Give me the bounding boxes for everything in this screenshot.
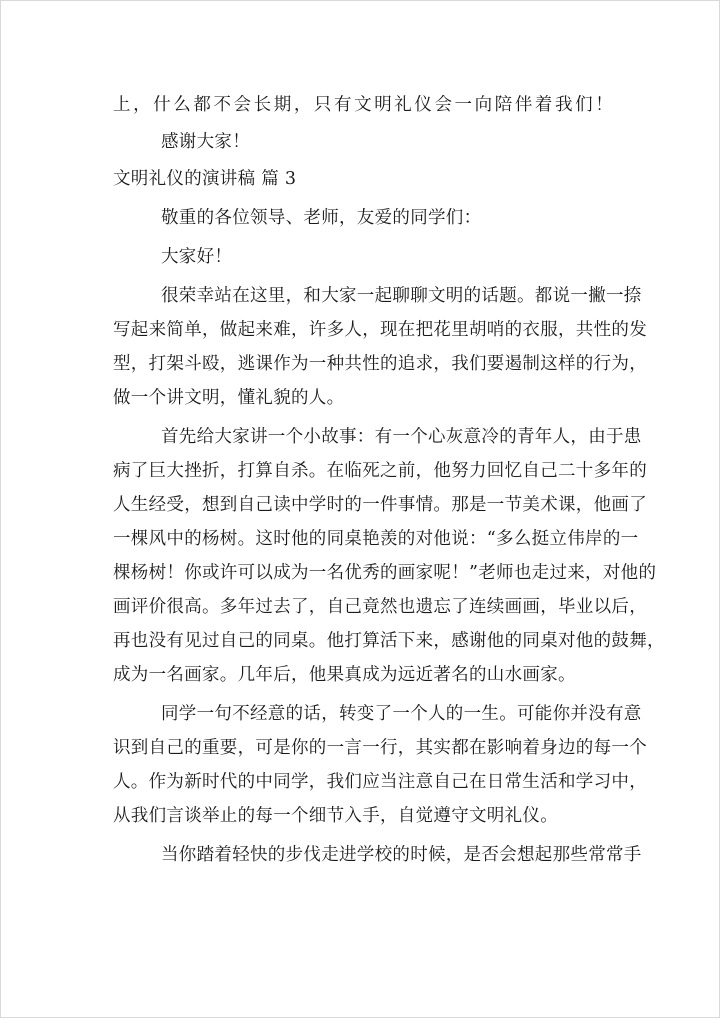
text-line: 上，什么都不会长期，只有文明礼仪会一向陪伴着我们！ — [113, 95, 613, 115]
text-line: 首先给大家讲一个小故事：有一个心灰意冷的青年人，由于患 — [161, 427, 642, 447]
greeting: 大家好！ — [161, 247, 233, 267]
text-line: 感谢大家！ — [161, 132, 250, 152]
text-line: 很荣幸站在这里，和大家一起聊聊文明的话题。都说一撇一捺 — [161, 286, 642, 306]
text-line: 病了巨大挫折，打算自杀。在临死之前，他努力回忆自己二十多年的 — [113, 461, 647, 481]
text-line: 人生经受，想到自己读中学时的一件事情。那是一节美术课，他画了 — [113, 495, 647, 515]
document-body — [113, 88, 665, 872]
text-line: 型，打架斗殴，逃课作为一种共性的追求，我们要遏制这样的行为， — [113, 354, 647, 374]
text-line: 一棵风中的杨树。这时他的同桌艳羡的对他说：“多么挺立伟岸的一 — [113, 529, 639, 549]
text-line: 当你踏着轻快的步伐走进学校的时候，是否会想起那些常常手 — [161, 845, 642, 865]
text-line: 从我们言谈举止的每一个细节入手，自觉遵守文明礼仪。 — [113, 806, 558, 826]
text-line: 做一个讲文明，懂礼貌的人。 — [113, 388, 345, 408]
salutation: 敬重的各位领导、老师，友爱的同学们： — [161, 208, 482, 228]
text-line: 识到自己的重要，可是你的一言一行，其实都在影响着身边的每一个 — [113, 738, 647, 758]
text-line: 成为一名画家。几年后，他果真成为远近著名的山水画家。 — [113, 665, 576, 685]
text-line: 再也没有见过自己的同桌。他打算活下来，感谢他的同桌对他的鼓舞， — [113, 631, 665, 651]
section-heading: 文明礼仪的演讲稿 篇 3 — [113, 169, 297, 189]
text-line: 人。作为新时代的中同学，我们应当注意自己在日常生活和学习中， — [113, 772, 647, 792]
text-line: 同学一句不经意的话，转变了一个人的一生。可能你并没有意 — [161, 704, 642, 724]
text-line: 画评价很高。多年过去了，自己竟然也遗忘了连续画画，毕业以后， — [113, 597, 647, 617]
text-line: 棵杨树！你或许可以成为一名优秀的画家呢！”老师也走过来，对他的 — [113, 563, 657, 583]
text-line: 写起来简单，做起来难，许多人，现在把花里胡哨的衣服，共性的发 — [113, 320, 647, 340]
